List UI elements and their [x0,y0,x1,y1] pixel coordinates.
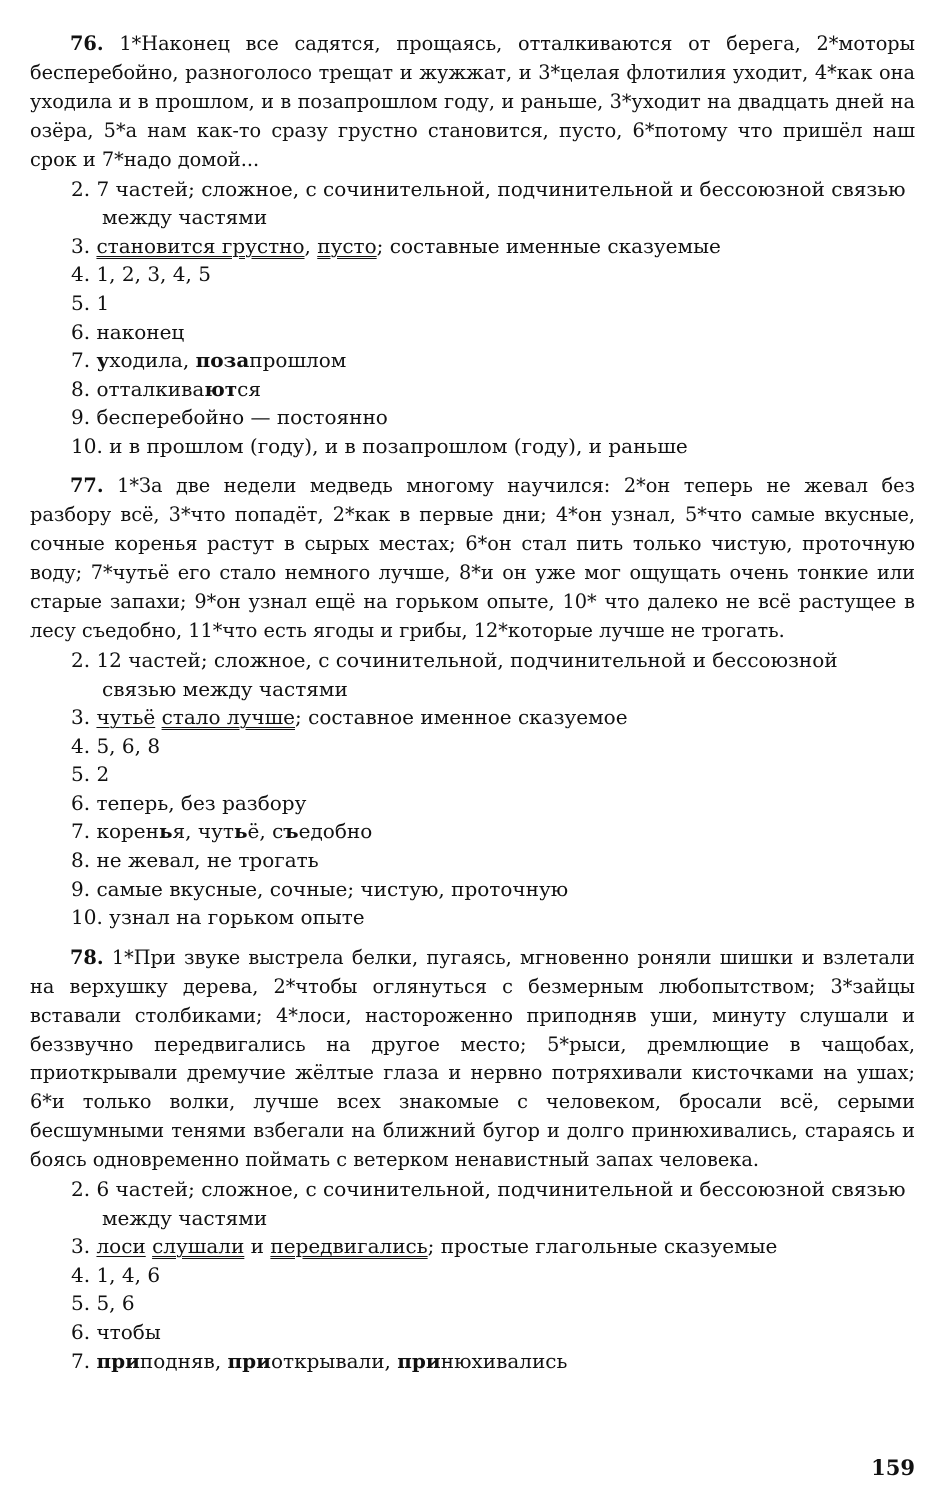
predicate-underline: пусто [317,233,377,258]
answer-item: 6. чтобы [71,1320,161,1345]
answer-item: 6. теперь, без разбору [71,790,307,815]
answer-item: 5. 2 [71,762,110,787]
answer-item: 5. 1 [71,290,110,315]
task-77 [30,472,915,931]
predicate-underline: передвигались [270,1234,428,1259]
task-number: 76. [70,32,104,55]
answer-item: 8. отталкиваются [71,376,261,401]
task-sentence: 1*При звуке выстрела белки, пугаясь, мгновенно роняли шишки и взлетали на верхушку дерева, 2*чтобы оглянуться с безмерным любопытством; 3*зайцы вставали столбиками; 4*лоси, настороженно приподняв уши, минуту слушали и беззвучно передвигались на другое место; 5*рыси, дремлющие в чащобах, приоткрывали дремучие жёлтые глаза и нервно потряхивали кисточками на ушах; 6*и только волки, лучше всех знакомые с человеком, бросали всё, серыми бесшумными тенями взбегали на ближний бугор и долго принюхивались, стараясь и боясь одновременно поймать с ветерком ненавистный запах человека. [30,945,915,1172]
answer-item: 2. 7 частей; сложное, с сочинительной, подчинительной и бессоюзной связью между частями [71,176,906,230]
predicate-underline: становится грустно [96,233,305,258]
answer-item: 7. коренья, чутьё, съедобно [71,819,373,844]
subject-underline: лоси [96,1234,146,1259]
answer-item: 8. не жевал, не трогать [71,848,319,873]
task-77-text [30,472,915,645]
answer-item: 4. 1, 4, 6 [71,1262,161,1287]
answer-item: 10. и в прошлом (году), и в позапрошлом (году), и раньше [71,433,688,458]
subject-underline: чутьё [96,705,156,730]
task-76 [30,30,915,460]
answer-item: 3. становится грустно, пусто; составные именные сказуемые [71,233,721,258]
answer-item: 4. 5, 6, 8 [71,733,161,758]
task-sentence: 1*Наконец все садятся, прощаясь, отталкиваются от берега, 2*моторы бесперебойно, разноголосо трещат и жужжат, и 3*целая флотилия уходит, 4*как она уходила и в прошлом, и в позапрошлом году, и раньше, 3*уходит на двадцать дней на озёра, 5*а нам как-то сразу грустно становится, пусто, 6*потому что пришёл наш срок и 7*надо домой... [30,32,915,171]
task-number: 77. [70,474,104,498]
answer-item: 9. бесперебойно — постоянно [71,405,388,430]
answer-item: 10. узнал на горьком опыте [71,905,365,930]
task-78-text [30,944,915,1175]
answer-item: 9. самые вкусные, сочные; чистую, проточную [71,876,569,901]
answer-item: 7. приподняв, приоткрывали, принюхивались [71,1348,568,1373]
predicate-underline: стало лучше [161,705,296,730]
predicate-underline: слушали [152,1234,245,1259]
page-number: 159 [871,1455,915,1480]
answer-item: 2. 12 частей; сложное, с сочинительной, подчинительной и бессоюзной связью между частями [71,647,838,701]
page [30,30,915,1387]
answer-list [30,646,915,932]
answer-list [30,1175,915,1375]
answer-item: 3. чутьё стало лучше; составное именное сказуемое [71,705,628,730]
answer-item: 6. наконец [71,319,185,344]
task-78 [30,944,915,1375]
answer-item: 4. 1, 2, 3, 4, 5 [71,262,211,287]
task-76-text [30,30,915,175]
answer-item: 5. 5, 6 [71,1291,135,1316]
answer-item: 3. лоси слушали и передвигались; простые глагольные сказуемые [71,1234,778,1259]
answer-item: 7. уходила, позапрошлом [71,348,347,373]
task-sentence: 1*За две недели медведь многому научился: 2*он теперь не жевал без разбору всё, 3*что попадёт, 2*как в первые дни; 4*он узнал, 5*что самые вкусные, сочные коренья растут в сырых местах; 6*он стал пить только чистую, проточную воду; 7*чутьё его стало немного лучше, 8*и он уже мог ощущать очень тонкие или старые запахи; 9*он узнал ещё на горьком опыте, 10* что далеко не всё растущее в лесу съедобно, 11*что есть ягоды и грибы, 12*которые лучше не трогать. [30,474,915,642]
answer-list [30,175,915,461]
task-number: 78. [70,945,104,969]
answer-item: 2. 6 частей; сложное, с сочинительной, подчинительной и бессоюзной связью между частями [71,1177,906,1230]
